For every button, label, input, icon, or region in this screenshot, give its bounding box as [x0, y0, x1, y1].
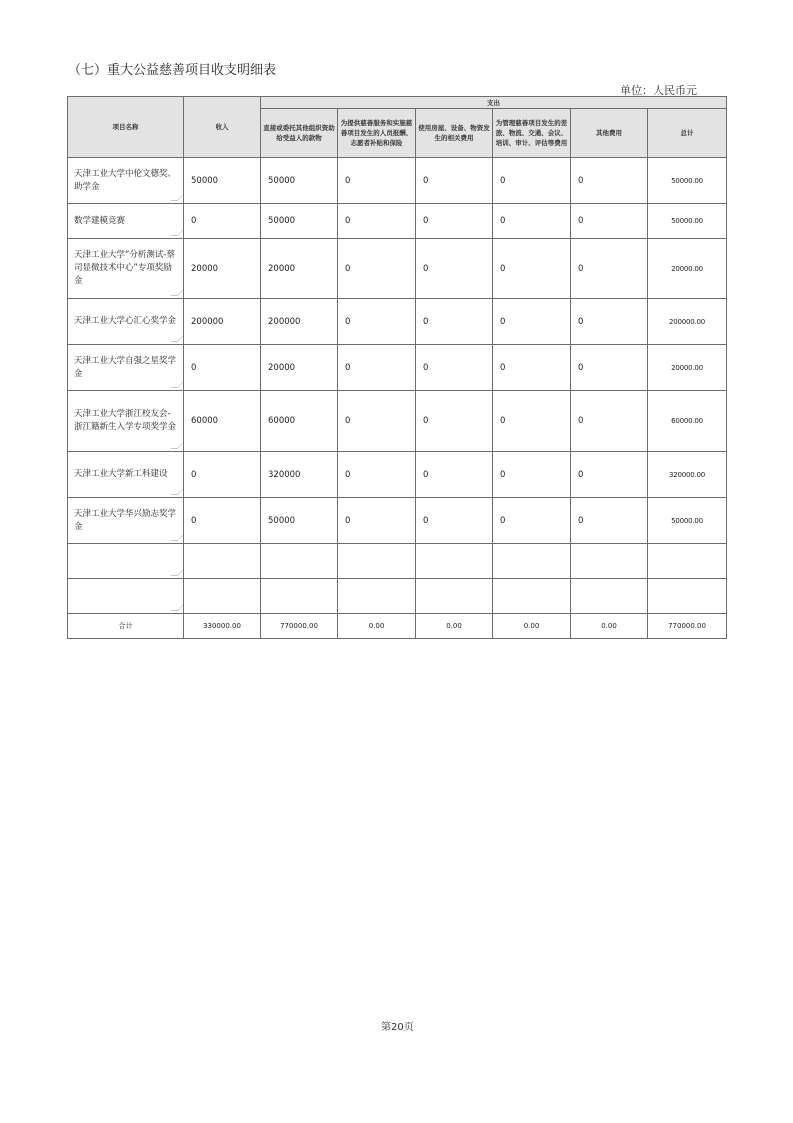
income-cell[interactable]	[184, 579, 261, 614]
management-cell[interactable]: 0	[493, 239, 571, 299]
management-cell[interactable]: 0	[493, 299, 571, 345]
other-cell[interactable]: 0	[571, 391, 648, 452]
management-cell[interactable]	[493, 544, 571, 579]
personnel-cell[interactable]: 0	[338, 239, 416, 299]
resize-grip-icon[interactable]	[171, 534, 184, 541]
resize-grip-icon[interactable]	[171, 604, 184, 611]
income-cell[interactable]: 0	[184, 452, 261, 498]
header-total: 总计	[648, 109, 727, 158]
direct-cell[interactable]	[261, 579, 338, 614]
expense-detail-table	[67, 96, 727, 639]
table-row	[68, 204, 727, 239]
total-cell: 20000.00	[648, 345, 727, 391]
resize-grip-icon[interactable]	[171, 194, 184, 201]
total-cell: 50000.00	[648, 158, 727, 204]
total-cell	[648, 544, 727, 579]
header-direct: 直接或委托其他组织资助给受益人的款物	[261, 109, 338, 158]
income-cell[interactable]: 200000	[184, 299, 261, 345]
management-cell[interactable]: 0	[493, 204, 571, 239]
personnel-cell[interactable]	[338, 544, 416, 579]
project-name: 天津工业大学浙江校友会-浙江籍新生入学专项奖学金	[74, 409, 177, 432]
currency-unit: 单位：人民币元	[620, 84, 697, 97]
other-cell[interactable]	[571, 544, 648, 579]
project-name-cell[interactable]	[68, 158, 184, 204]
personnel-cell[interactable]: 0	[338, 204, 416, 239]
project-name: 天津工业大学新工科建设	[74, 469, 168, 479]
header-management: 为管理慈善项目发生的差旅、物流、交通、会议、培训、审计、评估等费用	[493, 109, 571, 158]
header-income: 收入	[184, 97, 261, 158]
project-name-cell[interactable]	[68, 579, 184, 614]
other-cell[interactable]: 0	[571, 204, 648, 239]
total-cell: 50000.00	[648, 498, 727, 544]
personnel-cell[interactable]	[338, 579, 416, 614]
resize-grip-icon[interactable]	[171, 442, 184, 449]
direct-cell[interactable]: 20000	[261, 239, 338, 299]
facilities-cell[interactable]: 0	[416, 204, 493, 239]
summary-management: 0.00	[493, 614, 571, 639]
project-name-cell[interactable]	[68, 452, 184, 498]
total-cell: 320000.00	[648, 452, 727, 498]
personnel-cell[interactable]: 0	[338, 498, 416, 544]
direct-cell[interactable]: 20000	[261, 345, 338, 391]
header-project-name: 项目名称	[68, 97, 184, 158]
management-cell[interactable]: 0	[493, 345, 571, 391]
table-row	[68, 158, 727, 204]
management-cell[interactable]: 0	[493, 498, 571, 544]
table-row-empty	[68, 544, 727, 579]
resize-grip-icon[interactable]	[171, 229, 184, 236]
other-cell[interactable]	[571, 579, 648, 614]
header-facilities: 使用房屋、设备、物资发生的相关费用	[416, 109, 493, 158]
summary-income: 330000.00	[184, 614, 261, 639]
direct-cell[interactable]: 60000	[261, 391, 338, 452]
direct-cell[interactable]: 320000	[261, 452, 338, 498]
summary-direct: 770000.00	[261, 614, 338, 639]
project-name: 天津工业大学中伦文德奖、助学金	[74, 168, 177, 192]
income-cell[interactable]: 0	[184, 345, 261, 391]
project-name-cell[interactable]	[68, 391, 184, 452]
income-cell[interactable]: 50000	[184, 158, 261, 204]
total-cell: 200000.00	[648, 299, 727, 345]
summary-facilities: 0.00	[416, 614, 493, 639]
management-cell[interactable]: 0	[493, 158, 571, 204]
facilities-cell[interactable]: 0	[416, 391, 493, 452]
other-cell[interactable]: 0	[571, 498, 648, 544]
personnel-cell[interactable]: 0	[338, 158, 416, 204]
project-name: 天津工业大学心汇心奖学金	[74, 316, 177, 326]
other-cell[interactable]: 0	[571, 158, 648, 204]
project-name: 天津工业大学自强之星奖学金	[74, 355, 177, 379]
resize-grip-icon[interactable]	[171, 289, 184, 296]
resize-grip-icon[interactable]	[171, 335, 184, 342]
table-row-empty	[68, 579, 727, 614]
project-name: 数学建模竞赛	[74, 215, 126, 226]
income-cell[interactable]: 0	[184, 204, 261, 239]
direct-cell[interactable]: 50000	[261, 498, 338, 544]
summary-row	[68, 614, 727, 639]
income-cell[interactable]: 0	[184, 498, 261, 544]
table-row	[68, 452, 727, 498]
total-cell: 20000.00	[648, 239, 727, 299]
management-cell[interactable]: 0	[493, 452, 571, 498]
income-cell[interactable]	[184, 544, 261, 579]
table-row	[68, 239, 727, 299]
project-name-cell[interactable]	[68, 204, 184, 239]
project-name-cell[interactable]	[68, 544, 184, 579]
facilities-cell[interactable]: 0	[416, 498, 493, 544]
table-row	[68, 391, 727, 452]
other-cell[interactable]: 0	[571, 299, 648, 345]
summary-other: 0.00	[571, 614, 648, 639]
summary-label: 合计	[68, 614, 184, 639]
header-other: 其他费用	[571, 109, 648, 158]
income-cell[interactable]: 20000	[184, 239, 261, 299]
personnel-cell[interactable]: 0	[338, 452, 416, 498]
facilities-cell[interactable]: 0	[416, 452, 493, 498]
facilities-cell[interactable]: 0	[416, 345, 493, 391]
summary-total: 770000.00	[648, 614, 727, 639]
facilities-cell[interactable]: 0	[416, 239, 493, 299]
personnel-cell[interactable]: 0	[338, 345, 416, 391]
resize-grip-icon[interactable]	[171, 488, 184, 495]
project-name: 天津工业大学“分析测试-蔡司显微技术中心”专项奖励金	[74, 250, 175, 286]
project-name-cell[interactable]	[68, 345, 184, 391]
resize-grip-icon[interactable]	[171, 569, 184, 576]
header-personnel: 为提供慈善服务和实施慈善项目发生的人员报酬、志愿者补贴和保险	[338, 109, 416, 158]
facilities-cell[interactable]	[416, 579, 493, 614]
project-name-cell[interactable]	[68, 299, 184, 345]
facilities-cell[interactable]: 0	[416, 158, 493, 204]
header-expense-group: 支出	[261, 97, 727, 109]
facilities-cell[interactable]	[416, 544, 493, 579]
total-cell	[648, 579, 727, 614]
other-cell[interactable]: 0	[571, 345, 648, 391]
direct-cell[interactable]: 200000	[261, 299, 338, 345]
direct-cell[interactable]	[261, 544, 338, 579]
personnel-cell[interactable]: 0	[338, 391, 416, 452]
table-row	[68, 345, 727, 391]
table-row	[68, 498, 727, 544]
direct-cell[interactable]: 50000	[261, 158, 338, 204]
management-cell[interactable]: 0	[493, 391, 571, 452]
personnel-cell[interactable]: 0	[338, 299, 416, 345]
page-number: 第20页	[381, 1022, 414, 1033]
other-cell[interactable]: 0	[571, 452, 648, 498]
table-row	[68, 299, 727, 345]
page-title: （七）重大公益慈善项目收支明细表	[68, 63, 277, 78]
income-cell[interactable]: 60000	[184, 391, 261, 452]
management-cell[interactable]	[493, 579, 571, 614]
summary-personnel: 0.00	[338, 614, 416, 639]
project-name-cell[interactable]	[68, 239, 184, 299]
project-name: 天津工业大学华兴励志奖学金	[74, 508, 177, 532]
project-name-cell[interactable]	[68, 498, 184, 544]
total-cell: 60000.00	[648, 391, 727, 452]
other-cell[interactable]: 0	[571, 239, 648, 299]
direct-cell[interactable]: 50000	[261, 204, 338, 239]
total-cell: 50000.00	[648, 204, 727, 239]
resize-grip-icon[interactable]	[171, 381, 184, 388]
facilities-cell[interactable]: 0	[416, 299, 493, 345]
